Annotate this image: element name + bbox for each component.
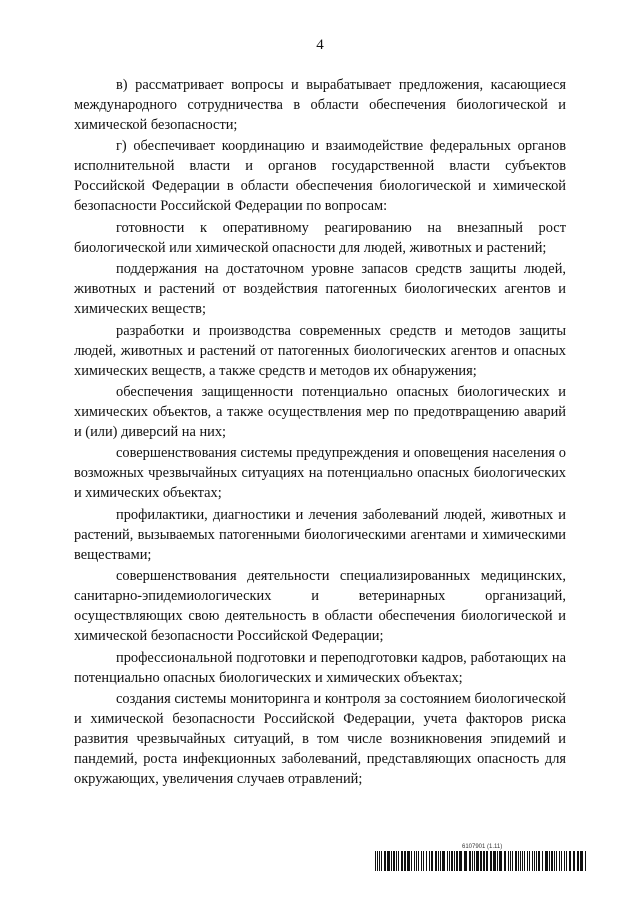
paragraph: в) рассматривает вопросы и вырабатывает предложения, касающиеся международного сотрудничества в области обеспечения биологической и химической безопасности; [74,77,566,133]
paragraph: готовности к оперативному реагированию на внезапный рост биологической или химической опасности для людей, животных и растений; [74,219,566,256]
paragraph: профилактики, диагностики и лечения заболеваний людей, животных и растений, вызываемых патогенными биологическими агентами и химическими веществами; [74,506,566,563]
paragraph: создания системы мониторинга и контроля за состоянием биологической и химической безопасности Российской Федерации, учета факторов риска развития чрезвычайных ситуаций, в том числе возникновения эпидемий и пандемий, роста инфекционных заболеваний, представляющих опасность для окружающих, увеличения случаев отравлений; [74,690,566,787]
form-code: 6107901 (1.11) [462,844,503,850]
barcode [375,851,588,871]
paragraph: поддержания на достаточном уровне запасов средств защиты людей, животных и растений от воздействия патогенных биологических агентов и химических веществ; [74,261,566,318]
paragraph: профессиональной подготовки и переподготовки кадров, работающих на потенциально опасных биологических и химических объектах; [74,649,566,686]
paragraph: совершенствования деятельности специализированных медицинских, санитарно-эпидемиологических и ветеринарных организаций, осуществляющих свою деятельность в области обеспечения биологической и химической безопасности Российской Федерации; [74,568,566,645]
paragraph: г) обеспечивает координацию и взаимодействие федеральных органов исполнительной власти и органов государственной власти субъектов Российской Федерации в области обеспечения биологической и химической безопасности Российской Федерации по вопросам: [74,138,566,215]
paragraph: обеспечения защищенности потенциально опасных биологических и химических объектов, а также осуществления мер по предотвращению аварий и (или) диверсий на них; [74,383,566,440]
document-body [74,75,566,790]
page-number: 4 [316,37,324,53]
paragraph: совершенствования системы предупреждения и оповещения населения о возможных чрезвычайных ситуациях на потенциально опасных биологических и химических объектах; [74,445,566,502]
paragraph: разработки и производства современных средств и методов защиты людей, животных и растений от патогенных биологических агентов и опасных химических веществ, а также средств и методов их обнаружения; [74,322,566,379]
